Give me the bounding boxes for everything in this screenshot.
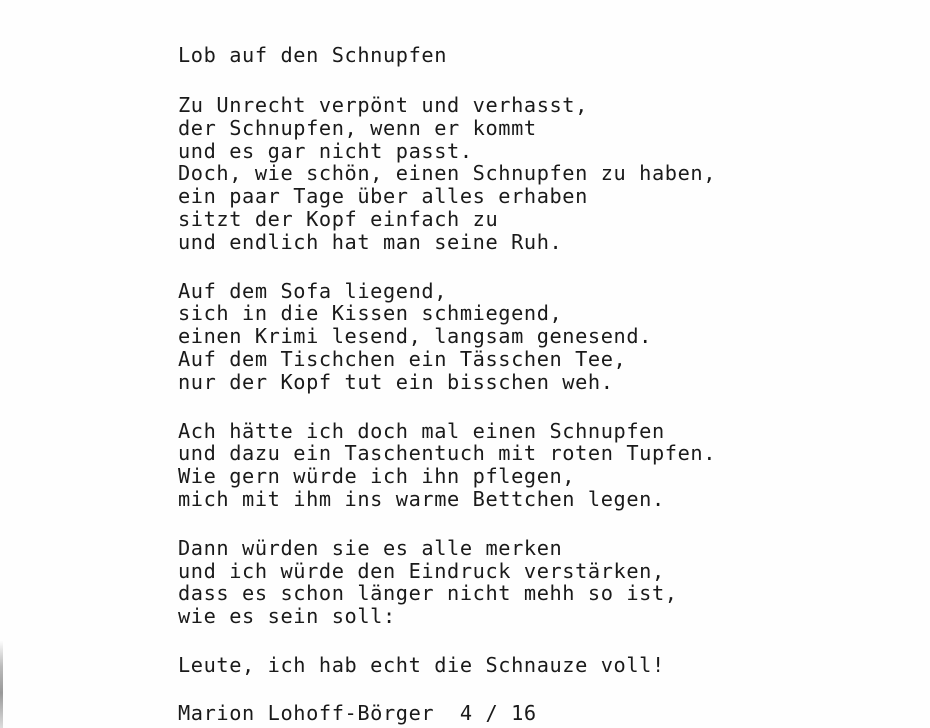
stanza-1: [178, 94, 918, 254]
poem-line: einen Krimi lesend, langsam genesend.: [178, 324, 652, 349]
poem-line: mich mit ihm ins warme Bettchen legen.: [178, 486, 665, 511]
poem-line: wie es sein soll:: [178, 604, 396, 629]
poem-line: Wie gern würde ich ihn pflegen,: [178, 464, 576, 489]
poem-line: dass es schon länger nicht mehh so ist,: [178, 581, 678, 606]
stanza-3: [178, 420, 918, 511]
poem-line: Auf dem Tischchen ein Tässchen Tee,: [178, 346, 627, 371]
stanza-4: [178, 537, 918, 628]
stanza-2: [178, 280, 918, 394]
poem-line: sitzt der Kopf einfach zu: [178, 206, 499, 231]
poem-line: und endlich hat man seine Ruh.: [178, 229, 563, 254]
poem: [178, 44, 918, 725]
poem-line: sich in die Kissen schmiegend,: [178, 301, 563, 326]
author-signature: Marion Lohoff-Börger 4 / 16: [178, 700, 537, 725]
poem-line: Dann würden sie es alle merken: [178, 535, 563, 560]
poem-line: Doch, wie schön, einen Schnupfen zu haben,: [178, 161, 717, 186]
closing-line: Leute, ich hab echt die Schnauze voll!: [178, 652, 665, 677]
poem-line: und dazu ein Taschentuch mit roten Tupfen.: [178, 441, 717, 466]
poem-line: und es gar nicht passt.: [178, 138, 473, 163]
poem-line: und ich würde den Eindruck verstärken,: [178, 558, 665, 583]
poem-line: nur der Kopf tut ein bisschen weh.: [178, 369, 614, 394]
poem-line: Zu Unrecht verpönt und verhasst,: [178, 93, 588, 117]
poem-title: Lob auf den Schnupfen: [178, 43, 448, 67]
poem-line: der Schnupfen, wenn er kommt: [178, 115, 537, 140]
scan-edge-mark: [0, 640, 3, 728]
poem-line: Auf dem Sofa liegend,: [178, 278, 448, 303]
poem-line: ein paar Tage über alles erhaben: [178, 184, 588, 209]
poem-line: Ach hätte ich doch mal einen Schnupfen: [178, 418, 665, 443]
